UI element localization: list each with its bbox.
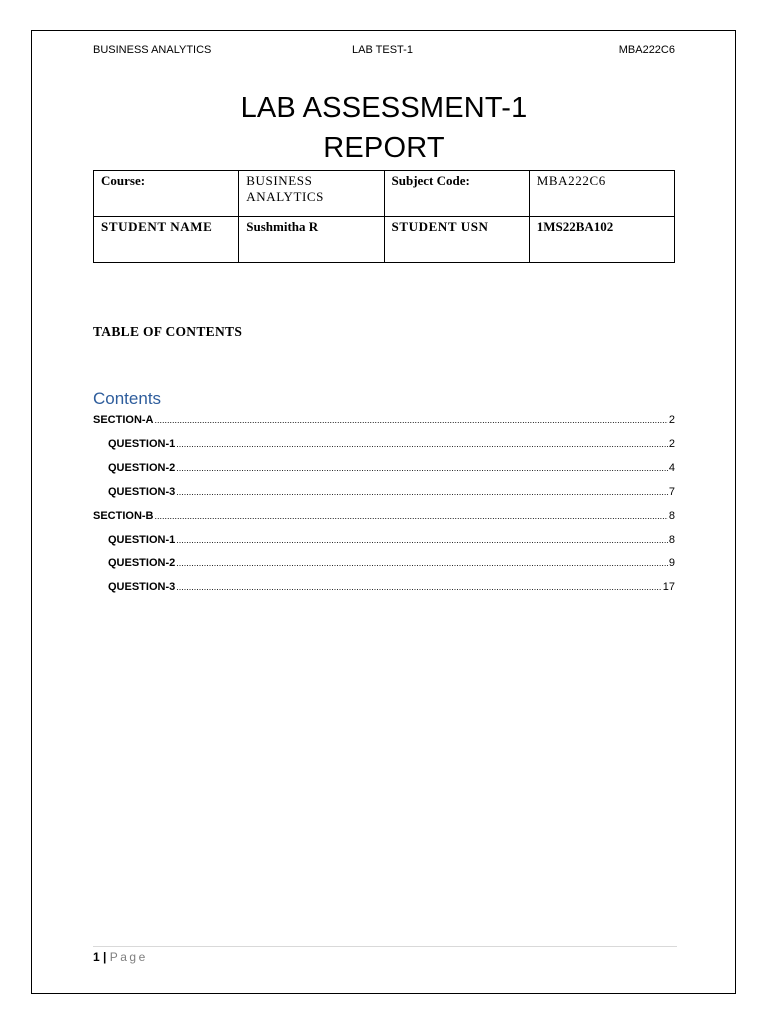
subject-code-value: MBA222C6 [529, 171, 674, 217]
toc-leader-dots [155, 414, 668, 426]
contents-title: Contents [93, 389, 162, 408]
course-label: Course: [94, 171, 239, 217]
toc-entry-a-question-2[interactable] [108, 462, 675, 478]
header-code: MBA222C6 [618, 44, 675, 56]
toc-leader-dots [176, 486, 668, 498]
toc-leader-dots [176, 557, 668, 569]
student-usn-value: 1MS22BA102 [529, 217, 674, 263]
toc-entry-page: 8 [668, 534, 675, 546]
student-usn-label: STUDENT USN [384, 217, 529, 263]
course-value [239, 171, 384, 217]
toc-entry-page: 2 [668, 414, 675, 426]
toc-entry-label: QUESTION-3 [108, 486, 176, 498]
toc-entry-section-a[interactable] [93, 414, 675, 430]
toc-heading: TABLE OF CONTENTS [93, 324, 243, 339]
toc-entry-page: 8 [668, 510, 675, 522]
toc-entry-page: 4 [668, 462, 675, 474]
table-row [94, 217, 675, 263]
toc-entry-label: QUESTION-1 [108, 438, 176, 450]
toc-entry-label: QUESTION-2 [108, 462, 176, 474]
footer-separator: | [103, 950, 107, 964]
report-title-line2: REPORT [323, 132, 445, 164]
toc-entry-b-question-2[interactable] [108, 557, 675, 573]
header-course: BUSINESS ANALYTICS [93, 44, 212, 56]
toc-entry-a-question-3[interactable] [108, 486, 675, 502]
footer [93, 950, 148, 964]
toc-entry-label: SECTION-B [93, 510, 154, 522]
course-value-line1: BUSINESS [246, 173, 313, 188]
toc-entry-b-question-3[interactable] [108, 581, 675, 597]
toc-entry-page: 2 [668, 438, 675, 450]
toc-entry-page: 17 [662, 581, 675, 593]
student-name-label: STUDENT NAME [94, 217, 239, 263]
toc-entry-b-question-1[interactable] [108, 534, 675, 550]
toc-entry-label: QUESTION-3 [108, 581, 176, 593]
toc-entry-a-question-1[interactable] [108, 438, 675, 454]
toc-leader-dots [176, 534, 668, 546]
toc-entry-label: QUESTION-2 [108, 557, 176, 569]
footer-page-label: Page [109, 950, 148, 964]
toc-entry-label: SECTION-A [93, 414, 154, 426]
header-test: LAB TEST-1 [352, 44, 413, 56]
toc-entry-page: 9 [668, 557, 675, 569]
report-title-line1: LAB ASSESSMENT-1 [240, 92, 528, 124]
student-info-table [93, 170, 675, 263]
student-name-value: Sushmitha R [239, 217, 384, 263]
footer-divider [93, 946, 677, 947]
table-row [94, 171, 675, 217]
toc-entry-label: QUESTION-1 [108, 534, 176, 546]
toc-leader-dots [176, 581, 662, 593]
toc-leader-dots [155, 510, 668, 522]
course-value-line2: ANALYTICS [246, 189, 325, 204]
toc-entry-section-b[interactable] [93, 510, 675, 526]
toc-entry-page: 7 [668, 486, 675, 498]
toc-leader-dots [176, 462, 668, 474]
footer-page-number: 1 [93, 950, 100, 964]
subject-code-label: Subject Code: [384, 171, 529, 217]
toc-leader-dots [176, 438, 668, 450]
